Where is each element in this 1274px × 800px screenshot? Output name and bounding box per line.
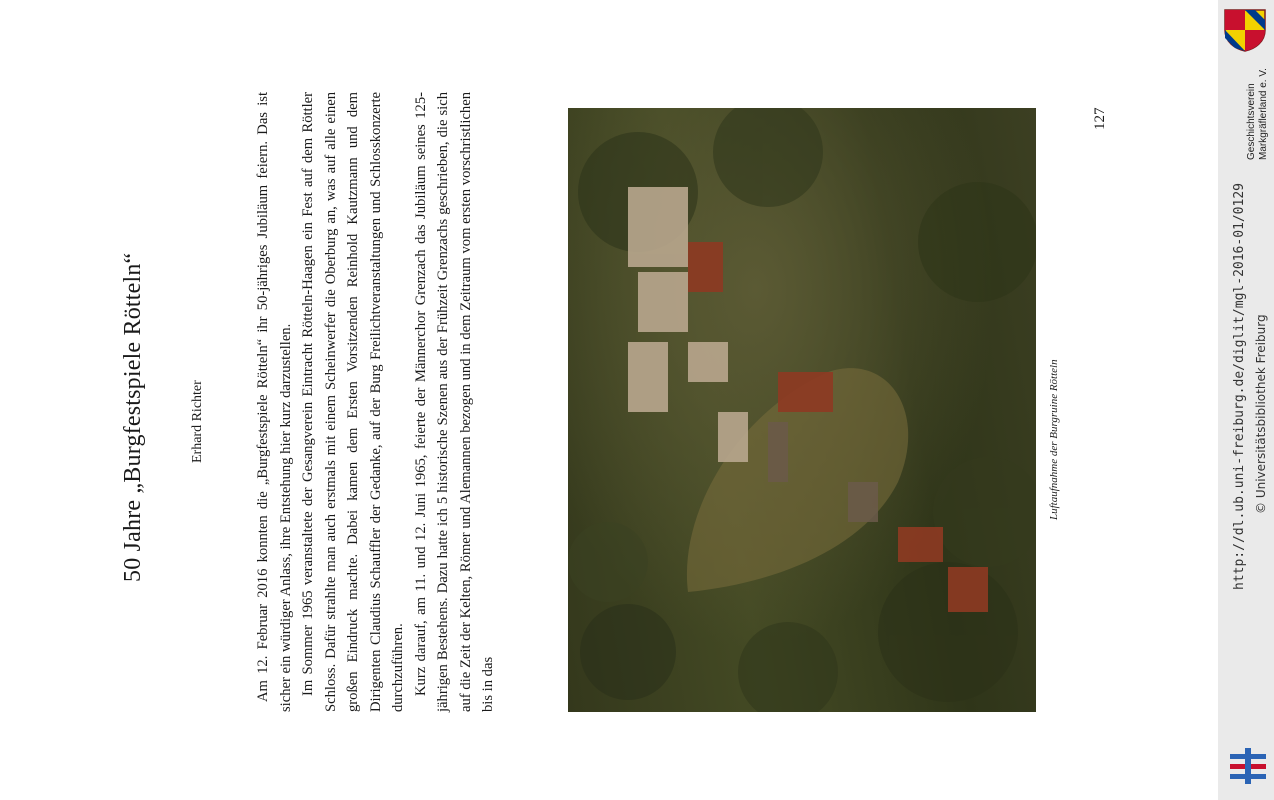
photo-caption: Luftaufnahme der Burgruine Rötteln (1048, 359, 1060, 520)
paragraph: Am 12. Februar 2016 konnten die „Burgfestspiele Rötteln“ ihr 50-jähriges Jubiläum feiern. Das ist sicher ein würdiger Anlass, ihre Entstehung hier kurz darzustellen. (255, 92, 294, 712)
society-name-line2: Markgräflerland e. V. (1258, 68, 1269, 160)
society-name-line1: Geschichtsverein (1246, 83, 1257, 160)
source-url-link[interactable]: http://dl.ub.uni-freiburg.de/diglit/mgl-2016-01/0129 (1232, 183, 1247, 590)
aerial-photo-castle-ruin (568, 108, 1036, 712)
article-author: Erhard Richter (190, 380, 205, 463)
paragraph: Kurz darauf, am 11. und 12. Juni 1965, feierte der Männerchor Grenzach das Jubiläum seines 125-jährigen Bestehens. Dazu hatte ich 5 historische Szenen aus der Frühzeit Grenzachs geschrieben, die sich auf die Zeit der Kelten, Römer und Alemannen bezogen und in dem Zeitraum vom ersten vorschristlichen bis in das (412, 92, 496, 712)
paragraph: Im Sommer 1965 veranstaltete der Gesangverein Eintracht Rötteln-Haagen ein Fest auf dem Röttler Schloss. Dafür strahlte man auch erstmals mit einem Scheinwerfer die Oberburg an, was auf alle einen großen Eindruck machte. Dabei kamen dem Ersten Vorsitzenden Reinhold Kautzmann und dem Dirigenten Claudius Schauffler der Gedanke, auf der Burg Freilichtveranstaltungen und Schlosskonzerte durchzuführen. (300, 92, 406, 712)
article-title: 50 Jahre „Burgfestspiele Rötteln“ (120, 252, 146, 582)
article-body (252, 92, 500, 712)
ub-freiburg-logo-icon (1226, 744, 1270, 788)
copyright-notice: © Universitätsbibliothek Freiburg (1254, 314, 1268, 514)
page-number: 127 (1092, 107, 1108, 130)
